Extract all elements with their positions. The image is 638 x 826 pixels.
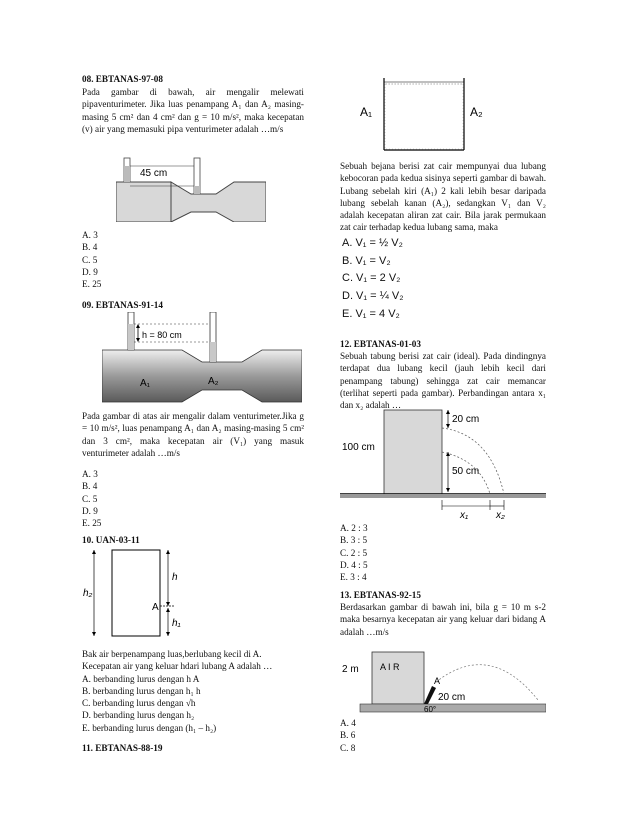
- q08-option-a[interactable]: A. 3: [82, 230, 98, 240]
- q08-options: [82, 229, 101, 290]
- q13-fig-a: A: [434, 676, 441, 686]
- q11-header: 11. EBTANAS-88-19: [82, 743, 163, 753]
- q10-text-1: Bak air berpenampang luas,berlubang kecil di A.: [82, 649, 262, 659]
- q09-option-c[interactable]: C. 5: [82, 493, 98, 504]
- q12-fig-x1: x₁: [460, 510, 469, 520]
- q13-text: Berdasarkan gambar di bawah ini, bila g = 10 m s-2 maka besarnya kecepatan air yang keluar dari bidang A adalah …m/s: [340, 602, 546, 637]
- q12-option-e[interactable]: E. 3 : 4: [340, 572, 367, 583]
- q09-option-d[interactable]: D. 9: [82, 505, 98, 516]
- q12-option-a[interactable]: A. 2 : 3: [340, 523, 368, 533]
- q11-fig-a2: A₂: [470, 105, 483, 119]
- q11-vessel-figure: [348, 74, 498, 154]
- q08-option-e[interactable]: E. 25: [82, 279, 102, 290]
- q13-fig-20: 20 cm: [438, 692, 466, 703]
- q10-fig-h2: h₂: [83, 588, 93, 599]
- q10-option-a[interactable]: A. berbanding lurus dengan h A: [82, 673, 200, 684]
- q10-body: [82, 648, 304, 734]
- q08-option-b[interactable]: B. 4: [82, 242, 98, 253]
- q13-option-c[interactable]: C. 8: [340, 742, 356, 753]
- q09-venturi-figure: [102, 312, 302, 404]
- q08-option-c[interactable]: C. 5: [82, 254, 98, 265]
- q09-option-b[interactable]: B. 4: [82, 481, 98, 492]
- q10-option-d[interactable]: D. berbanding lurus dengan h₂: [82, 710, 195, 721]
- q08-header: 08. EBTANAS-97-08: [82, 74, 163, 84]
- q09-option-e[interactable]: E. 25: [82, 518, 102, 529]
- q13-option-a[interactable]: A. 4: [340, 718, 356, 728]
- q10-fig-a: A: [152, 602, 159, 613]
- q13-fig-2m: 2 m: [342, 664, 359, 675]
- q11-option-c[interactable]: C. V₁ = 2 V₂: [342, 272, 401, 284]
- q11-option-d[interactable]: D. V₁ = ¼ V₂: [342, 290, 404, 302]
- q09-text: Pada gambar di atas air mengalir dalam venturimeter.Jika g = 10 m/s², luas penampang A₁ dan A₂ masing-masing 5 cm² dan 3 cm², maka kecepatan air (V₁) yang masuk venturimeter adalah …m/s: [82, 411, 304, 458]
- q11-fig-a1: A₁: [360, 105, 373, 119]
- q12-fig-50: 50 cm: [452, 466, 480, 477]
- q13-fig-air: A I R: [380, 662, 400, 672]
- q13-fig-60: 60°: [424, 705, 437, 714]
- q10-option-c[interactable]: C. berbanding lurus dengan √h: [82, 698, 196, 709]
- q13-option-b[interactable]: B. 6: [340, 730, 356, 741]
- q10-header: 10. UAN-03-11: [82, 535, 140, 545]
- q09-fig-a1: A₁: [140, 378, 151, 389]
- q12-option-b[interactable]: B. 3 : 5: [340, 535, 368, 546]
- q12-fig-20: 20 cm: [452, 414, 480, 425]
- q08-venturi-figure: [116, 152, 266, 222]
- q08-option-d[interactable]: D. 9: [82, 266, 98, 277]
- q12-option-d[interactable]: D. 4 : 5: [340, 559, 368, 570]
- q10-fig-h1: h₁: [172, 618, 181, 629]
- q11-option-b[interactable]: B. V₁ = V₂: [342, 255, 391, 267]
- q12-tank-figure: [340, 404, 546, 520]
- q13-header: 13. EBTANAS-92-15: [340, 590, 421, 600]
- q10-fig-h: h: [172, 572, 178, 583]
- q11-option-e[interactable]: E. V₁ = 4 V₂: [342, 308, 400, 320]
- q11-option-a[interactable]: A. V₁ = ½ V₂: [342, 237, 403, 249]
- q11-text: Sebuah bejana berisi zat cair mempunyai dua lubang kebocoran pada kedua sisinya seperti gambar di bawah. Lubang sebelah kiri (A₁) 2 kali lebih besar daripada lubang sebelah kanan (A₂), sedangkan V₁ dan V₂ adalah kecepatan aliran zat cair. Bila jarak permukaan zat cair terhadap kedua lubang sama, maka: [340, 161, 546, 233]
- q12-fig-x2: x₂: [496, 510, 505, 520]
- q10-text-2: Kecepatan air yang keluar hdari lubang A adalah …: [82, 661, 273, 672]
- q10-option-e[interactable]: E. berbanding lurus dengan (h₁ – h₂): [82, 722, 217, 733]
- q13-tank-figure: [340, 646, 546, 716]
- q09-fig-a2: A₂: [208, 376, 219, 387]
- q08-fig-label: 45 cm: [140, 168, 168, 179]
- q12-option-c[interactable]: C. 2 : 5: [340, 547, 368, 558]
- q09-fig-h: h = 80 cm: [142, 330, 182, 340]
- q09-option-a[interactable]: A. 3: [82, 469, 98, 479]
- q08-text: Pada gambar di bawah, air mengalir melewati pipaventurimeter. Jika luas penampang A₁ dan A₂ masing-masing 5 cm² dan 4 cm² dan g = 10 m/s², maka kecepatan (v) air yang memasuki pipa venturimeter adalah …m/s: [82, 87, 304, 134]
- q13-options: [340, 717, 356, 754]
- q10-option-b[interactable]: B. berbanding lurus dengan h₁ h: [82, 685, 201, 696]
- q11-options: [342, 236, 403, 321]
- q09-header: 09. EBTANAS-91-14: [82, 300, 163, 310]
- q09-options: [82, 468, 101, 529]
- q12-header: 12. EBTANAS-01-03: [340, 339, 421, 349]
- q12-options: [340, 522, 368, 583]
- q12-text: Sebuah tabung berisi zat cair (ideal). Pada dindingnya terdapat dua lubang kecil (jauh lebih kecil dari penampang tabung) sehingga zat cair memancar (terlihat seperti pada gambar). Perbandingan antara x₁ dan x₂ adalah …: [340, 351, 546, 411]
- q10-tank-figure: [82, 546, 202, 638]
- q12-fig-100: 100 cm: [342, 442, 375, 453]
